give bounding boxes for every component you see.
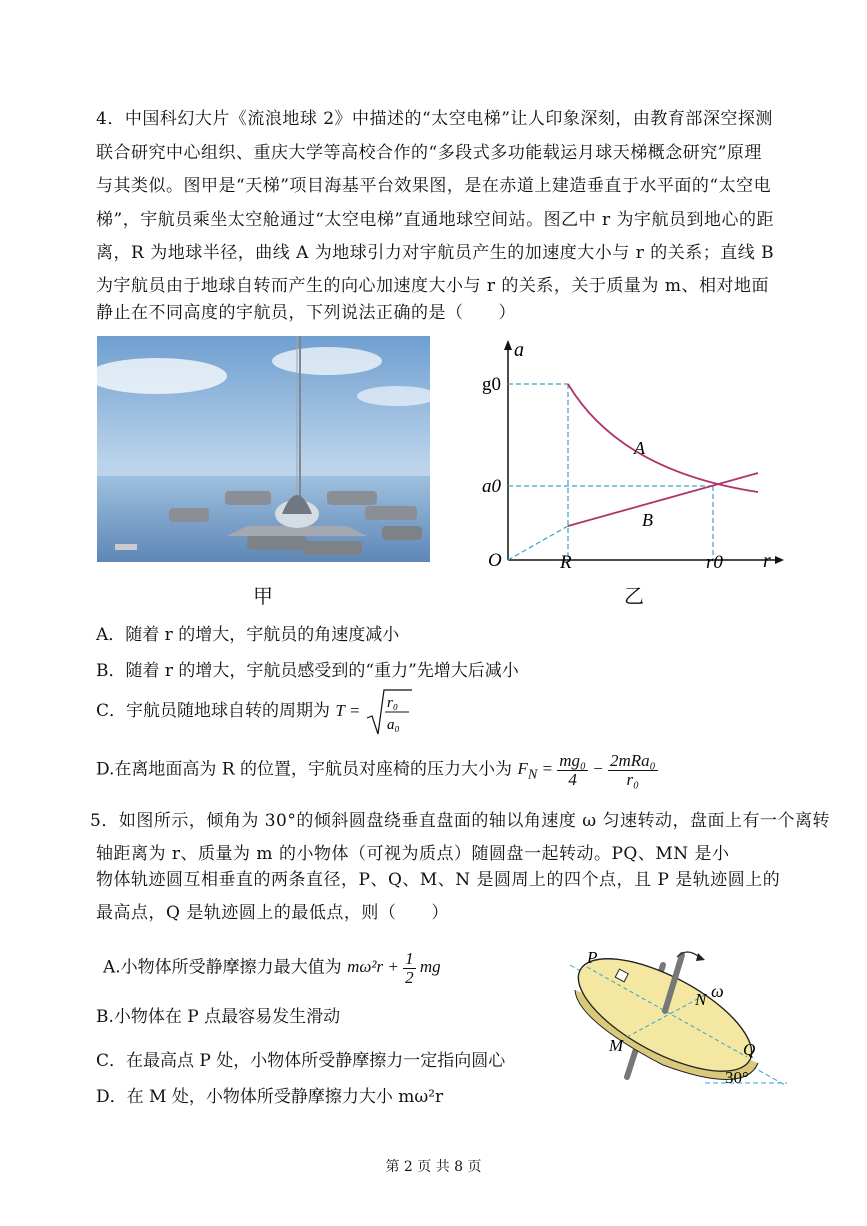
space-elevator-platform-image: [97, 336, 430, 562]
g0-label: g0: [482, 374, 501, 395]
pressure-formula: $F_N$ = $\frac{\text{mg₀}}{4}$ − $\frac{\text{2mRa₀}}{\text{r₀}}$: [517, 751, 656, 789]
page-footer: 第 2 页 共 8 页: [385, 1159, 482, 1175]
y-axis-label: a: [514, 339, 524, 361]
q5-option-b: B.小物体在 P 点最容易发生滑动: [96, 1007, 341, 1027]
q4-option-b: B．随着 r 的增大，宇航员感受到的“重力”先增大后减小: [96, 661, 519, 681]
q5-option-a: [103, 950, 441, 987]
acceleration-graph: [470, 336, 790, 586]
q4-line-4: 梯”，宇航员乘坐太空舱通过“太空电梯”直通地球空间站。图乙中 r 为宇航员到地心的距: [96, 210, 775, 230]
q4-option-c-text: C．宇航员随地球自转的周期为: [96, 700, 331, 721]
tilted-disk-figure: [565, 945, 795, 1095]
q5-line-3: 物体轨迹圆互相垂直的两条直径，P、Q、M、N 是圆周上的四个点，且 P 是轨迹圆上的: [96, 870, 781, 890]
q5-option-d: D．在 M 处，小物体所受静摩擦力大小 mω²r: [96, 1087, 444, 1107]
max-friction-formula: mω²r + $\frac{1}{2}$ mg: [347, 949, 441, 987]
sqrt-symbol: [365, 688, 413, 736]
svg-text:r₀: r₀: [386, 695, 398, 711]
q4-option-c: [96, 688, 413, 736]
point-P-label: P: [587, 948, 598, 967]
a0-label: a0: [482, 476, 501, 497]
q4-option-a: A．随着 r 的增大，宇航员的角速度减小: [96, 625, 400, 645]
curve-A-label: A: [634, 438, 645, 458]
R-tick-label: R: [560, 552, 572, 573]
line-B-label: B: [642, 510, 653, 530]
r0-tick-label: r0: [706, 552, 723, 573]
q5-option-a-text: A.小物体所受静摩擦力最大值为: [103, 957, 342, 978]
q4-line-7: 静止在不同高度的宇航员，下列说法正确的是（ ）: [96, 303, 516, 323]
q5-line-1: 5．如图所示，倾角为 30°的倾斜圆盘绕垂直盘面的轴以角速度 ω 匀速转动，盘面上有一个离转: [90, 811, 831, 831]
q4-line-2: 联合研究中心组织、重庆大学等高校合作的“多段式多功能载运月球天梯概念研究”原理: [96, 143, 762, 163]
q4-line-6: 为宇航员由于地球自转而产生的向心加速度大小与 r 的关系，关于质量为 m、相对地面: [96, 276, 769, 296]
q4-line-5: 离，R 为地球半径，曲线 A 为地球引力对宇航员产生的加速度大小与 r 的关系；直线 B: [96, 243, 775, 263]
q4-option-d: [96, 752, 658, 789]
caption-jia: 甲: [253, 584, 273, 608]
q5-line-2: 轴距离为 r、质量为 m 的小物体（可视为质点）随圆盘一起转动。PQ、MN 是小: [96, 844, 730, 864]
q4-line-1: 4．中国科幻大片《流浪地球 2》中描述的“太空电梯”让人印象深刻，由教育部深空探测: [96, 109, 773, 129]
caption-yi: 乙: [624, 584, 644, 608]
omega-label: ω: [711, 981, 724, 1001]
q5-line-4: 最高点，Q 是轨迹圆上的最低点，则（ ）: [96, 903, 449, 923]
q4-line-3: 与其类似。图甲是“天梯”项目海基平台效果图，是在赤道上建造垂直于水平面的“太空电: [96, 176, 772, 196]
point-Q-label: Q: [743, 1040, 756, 1059]
angle-label: 30°: [725, 1068, 749, 1087]
point-M-label: M: [609, 1036, 624, 1055]
point-N-label: N: [695, 990, 707, 1009]
q4-option-d-text: D.在离地面高为 R 的位置，宇航员对座椅的压力大小为: [96, 759, 513, 780]
x-axis-label: r: [763, 550, 771, 572]
period-formula: T = r₀ a₀: [335, 701, 412, 720]
q5-option-c: C．在最高点 P 处，小物体所受静摩擦力一定指向圆心: [96, 1051, 506, 1071]
origin-label: O: [488, 550, 502, 571]
svg-text:a₀: a₀: [386, 717, 400, 733]
